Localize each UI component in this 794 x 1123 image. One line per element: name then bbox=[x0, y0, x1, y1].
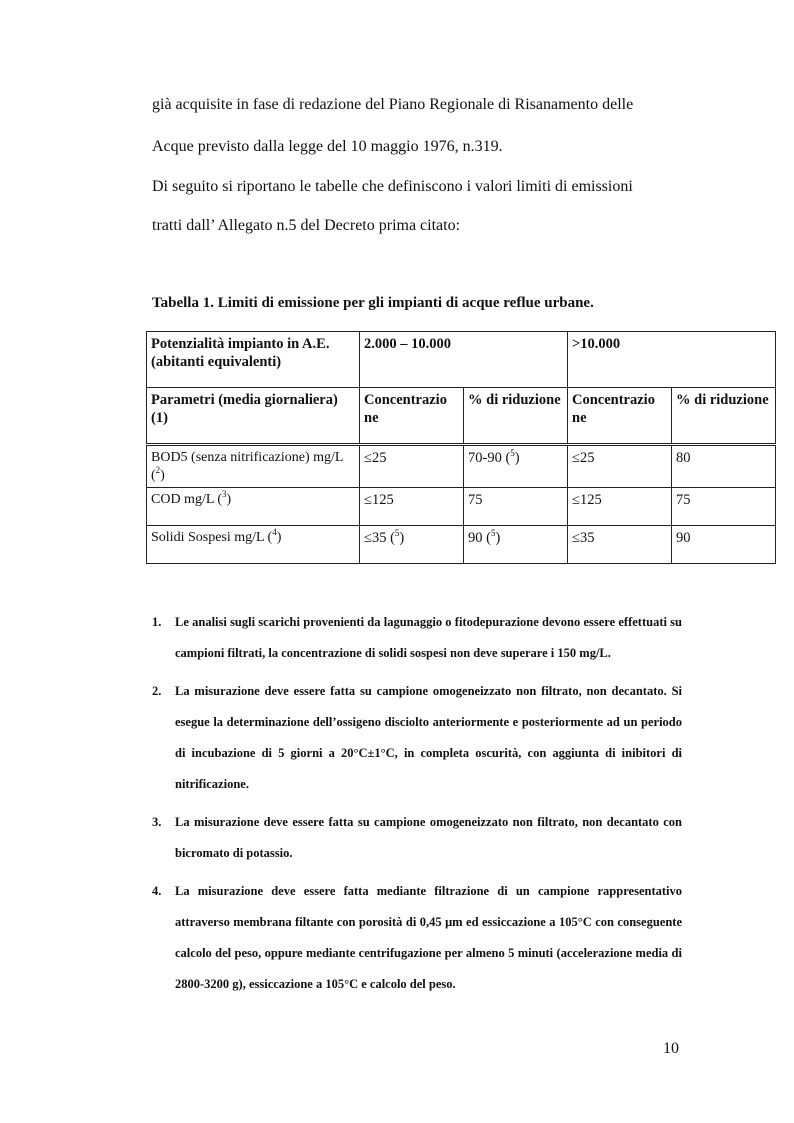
footnote-number: 3. bbox=[152, 815, 162, 829]
footnote-item bbox=[152, 607, 682, 669]
footnote-text: Le analisi sugli scarichi provenienti da lagunaggio o fitodepurazione devono essere effettuati su campioni filtrati, la concentrazione di solidi sospesi non deve superare i 150 mg/L. bbox=[175, 615, 682, 660]
header-group-small: 2.000 – 10.000 bbox=[360, 332, 568, 388]
cell-parameter: COD mg/L ($^3$) bbox=[147, 488, 360, 526]
footnote-text: La misurazione deve essere fatta mediante filtrazione di un campione rappresentativo attraverso membrana filtante con porosità di 0,45 μm ed essiccazione a 105°C con conseguente calcolo del peso, oppure mediante centrifugazione per almeno 5 minuti (accelerazione media di 2800-3200 g), essiccazione a 105°C e calcolo del peso. bbox=[175, 884, 682, 991]
table-row bbox=[147, 445, 776, 488]
cell-concentration-1: ≤25 bbox=[360, 445, 464, 488]
cell-concentration-2: ≤35 bbox=[568, 526, 672, 564]
emission-limits-table bbox=[146, 331, 776, 564]
page-number: 10 bbox=[663, 1040, 679, 1057]
body-text-line-3: Di seguito si riportano le tabelle che definiscono i valori limiti di emissioni bbox=[152, 178, 633, 195]
table-row bbox=[147, 526, 776, 564]
footnote-item bbox=[152, 676, 682, 800]
cell-reduction-1: 90 ($^5$) bbox=[464, 526, 568, 564]
footnote-number: 4. bbox=[152, 884, 162, 898]
cell-concentration-1: ≤125 bbox=[360, 488, 464, 526]
header-reduction-2: % di riduzione bbox=[672, 388, 776, 445]
cell-reduction-2: 80 bbox=[672, 445, 776, 488]
table-header-row bbox=[147, 332, 776, 388]
header-concentration-2: Concentrazio ne bbox=[568, 388, 672, 445]
table-row bbox=[147, 488, 776, 526]
cell-reduction-2: 90 bbox=[672, 526, 776, 564]
cell-parameter: BOD5 (senza nitrificazione) mg/L ($^2$) bbox=[147, 445, 360, 488]
header-parameters: Parametri (media giornaliera) (1) bbox=[147, 388, 360, 445]
cell-reduction-1: 75 bbox=[464, 488, 568, 526]
body-text-line-1: già acquisite in fase di redazione del Piano Regionale di Risanamento delle bbox=[152, 96, 634, 113]
body-text-line-4: tratti dall’ Allegato n.5 del Decreto prima citato: bbox=[152, 217, 461, 234]
table-subheader-row bbox=[147, 388, 776, 445]
cell-concentration-1: ≤35 ($^5$) bbox=[360, 526, 464, 564]
footnote-number: 1. bbox=[152, 615, 162, 629]
table-caption: Tabella 1. Limiti di emissione per gli impianti di acque reflue urbane. bbox=[152, 295, 594, 311]
footnotes-list bbox=[152, 607, 682, 1007]
header-reduction-1: % di riduzione bbox=[464, 388, 568, 445]
footnote-text: La misurazione deve essere fatta su campione omogeneizzato non filtrato, non decantato con bicromato di potassio. bbox=[175, 815, 682, 860]
body-text-line-2: Acque previsto dalla legge del 10 maggio 1976, n.319. bbox=[152, 138, 503, 155]
footnote-number: 2. bbox=[152, 684, 162, 698]
footnote-text: La misurazione deve essere fatta su campione omogeneizzato non filtrato, non decantato. Si esegue la determinazione dell’ossigeno disciolto anteriormente e posteriormente ad un periodo di incubazione di 5 giorni a 20°C±1°C, in completa oscurità, con aggiunta di inibitori di nitrificazione. bbox=[175, 684, 682, 791]
cell-reduction-1: 70-90 ($^5$) bbox=[464, 445, 568, 488]
header-concentration-1: Concentrazio ne bbox=[360, 388, 464, 445]
cell-reduction-2: 75 bbox=[672, 488, 776, 526]
cell-concentration-2: ≤25 bbox=[568, 445, 672, 488]
cell-concentration-2: ≤125 bbox=[568, 488, 672, 526]
footnote-item bbox=[152, 876, 682, 1000]
footnote-item bbox=[152, 807, 682, 869]
header-group-large: >10.000 bbox=[568, 332, 776, 388]
header-capacity: Potenzialità impianto in A.E. (abitanti equivalenti) bbox=[147, 332, 360, 388]
cell-parameter: Solidi Sospesi mg/L ($^4$) bbox=[147, 526, 360, 564]
